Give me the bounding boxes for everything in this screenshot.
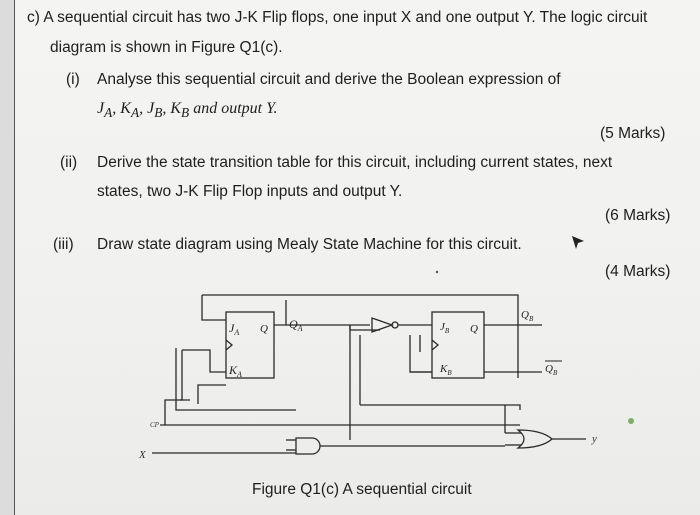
- output-y-label: y: [592, 433, 597, 445]
- part-i-number: (i): [66, 71, 80, 88]
- question-intro-line1: c) A sequential circuit has two J-K Flip flops, one input X and one output Y. The logic circuit: [27, 9, 648, 26]
- part-ii-number: (ii): [60, 154, 78, 171]
- part-ii-text: Derive the state transition table for this circuit, including current states, next: [97, 154, 613, 171]
- speck-mark: [436, 271, 438, 273]
- part-iii-marks: (4 Marks): [605, 263, 671, 280]
- and-gate-a: [296, 438, 320, 454]
- ff-a-k-sub: A: [237, 370, 242, 379]
- ff-b-out-sub: B: [528, 315, 534, 323]
- ff-b-outbar-sub: B: [552, 369, 558, 377]
- green-dot-mark: [628, 418, 634, 424]
- ff-b-q-label: Q: [470, 323, 478, 335]
- output-gate: [518, 430, 552, 448]
- ff-a-out-sub: A: [297, 324, 303, 333]
- svg-text:KA: [228, 363, 242, 379]
- ff-a-k-label: K: [229, 363, 238, 377]
- part-iii-number: (iii): [53, 236, 74, 253]
- svg-text:QA: [289, 317, 303, 333]
- ff-b-j-sub: B: [444, 327, 450, 335]
- svg-text:KB: [439, 363, 452, 377]
- svg-text:JB: [440, 321, 450, 335]
- ff-b-j-label: J: [440, 321, 445, 333]
- part-i-expression-text: $J_A$, $K_A$, $J_B$, $K_B$ and output Y.: [97, 100, 278, 121]
- part-i-marks: (5 Marks): [600, 125, 666, 142]
- svg-text:QB: [521, 309, 534, 323]
- input-x-label: X: [139, 449, 146, 461]
- clock-label: CP: [150, 421, 159, 429]
- figure-caption: Figure Q1(c) A sequential circuit: [252, 481, 472, 498]
- ff-b-outbar-label: Q: [545, 363, 553, 375]
- svg-text:JA: [229, 321, 239, 337]
- part-iii-text: Draw state diagram using Mealy State Machine for this circuit.: [97, 236, 522, 253]
- ff-b-k-label: K: [440, 363, 448, 375]
- part-i-text: Analyse this sequential circuit and derive the Boolean expression of: [97, 71, 561, 88]
- svg-text:QB: [545, 363, 558, 377]
- ff-a-out-label: Q: [289, 317, 298, 331]
- ff-b-k-sub: B: [447, 369, 452, 377]
- ff-a-j-sub: A: [234, 328, 240, 337]
- question-intro-line2: diagram is shown in Figure Q1(c).: [50, 39, 283, 56]
- ff-a-j-label: J: [229, 321, 235, 335]
- ff-a-q-label: Q: [260, 323, 268, 335]
- mouse-cursor-icon: [572, 236, 584, 249]
- part-ii-marks: (6 Marks): [605, 207, 671, 224]
- part-ii-text-line2: states, two J-K Flip Flop inputs and output Y.: [97, 183, 403, 200]
- ff-b-out-label: Q: [521, 309, 529, 321]
